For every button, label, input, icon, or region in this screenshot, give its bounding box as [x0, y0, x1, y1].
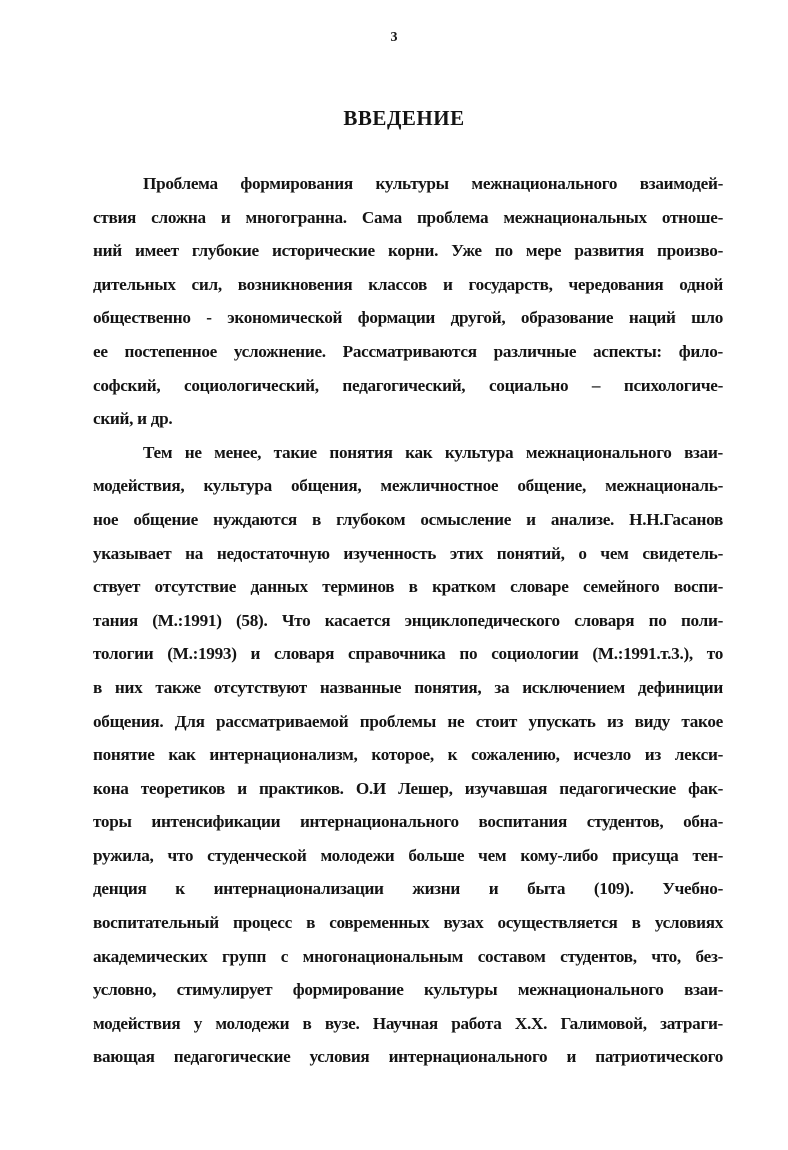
text-line: тания (М.:1991) (58). Что касается энциклопедического словаря по поли- [93, 610, 723, 630]
text-line: ствия сложна и многогранна. Сама проблема межнациональных отноше- [93, 207, 723, 227]
text-line: ствует отсутствие данных терминов в кратком словаре семейного воспи- [93, 577, 723, 597]
section-heading: ВВЕДЕНИЕ [343, 106, 465, 130]
text-line: денция к интернационализации жизни и быта (109). Учебно- [93, 879, 723, 899]
text-line: условно, стимулирует формирование культуры межнационального взаи- [93, 980, 723, 1000]
text-line: модействия у молодежи в вузе. Научная работа Х.Х. Галимовой, затраги- [93, 1013, 723, 1033]
text-line: торы интенсификации интернационального воспитания студентов, обна- [93, 812, 723, 832]
text-line: академических групп с многонациональным составом студентов, что, без- [93, 946, 723, 966]
text-line: вающая педагогические условия интернационального и патриотического [93, 1047, 723, 1067]
text-line: тологии (М.:1993) и словаря справочника по социологии (М.:1991.т.3.), то [93, 644, 723, 664]
text-line: в них также отсутствуют названные понятия, за исключением дефиниции [93, 677, 723, 697]
text-line: ний имеет глубокие исторические корни. Уже по мере развития произво- [93, 241, 723, 261]
text-line: Тем не менее, такие понятия как культура межнационального взаи- [143, 442, 723, 462]
text-line: дительных сил, возникновения классов и государств, чередования одной [93, 274, 723, 294]
text-line: ский, и др. [93, 409, 173, 429]
text-line: общения. Для рассматриваемой проблемы не стоит упускать из виду такое [93, 711, 723, 731]
text-line: ружила, что студенческой молодежи больше чем кому-либо присуща тен- [93, 845, 723, 865]
text-line: понятие как интернационализм, которое, к сожалению, исчезло из лекси- [93, 745, 723, 765]
text-line: общественно - экономической формации другой, образование наций шло [93, 308, 723, 328]
text-line: указывает на недостаточную изученность этих понятий, о чем свидетель- [93, 543, 723, 563]
text-line: софский, социологический, педагогический, социально – психологиче- [93, 375, 723, 395]
text-line: ее постепенное усложнение. Рассматриваются различные аспекты: фило- [93, 341, 723, 361]
text-line: кона теоретиков и практиков. О.И Лешер, изучавшая педагогические фак- [93, 778, 723, 798]
text-line: модействия, культура общения, межличностное общение, межнациональ- [93, 476, 723, 496]
text-line: ное общение нуждаются в глубоком осмысление и анализе. Н.Н.Гасанов [93, 509, 723, 529]
text-line: воспитательный процесс в современных вузах осуществляется в условиях [93, 913, 723, 933]
page-number: 3 [390, 30, 398, 45]
text-line: Проблема формирования культуры межнационального взаимодей- [143, 174, 723, 193]
body-text [93, 167, 723, 1074]
